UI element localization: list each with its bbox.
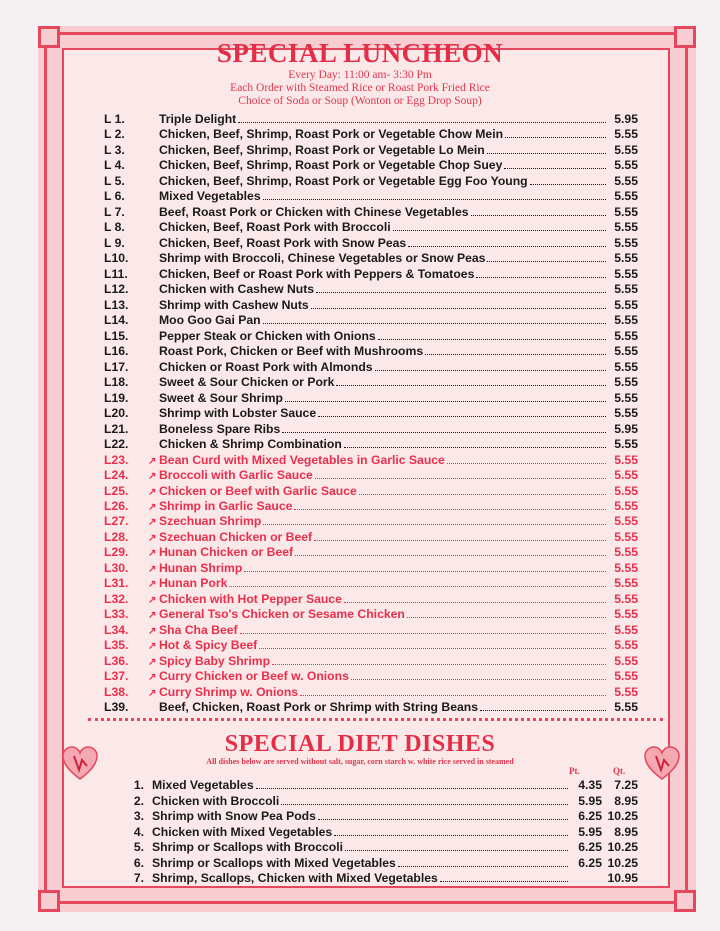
item-price: 5.55: [614, 375, 638, 390]
menu-item: [104, 530, 638, 546]
menu-item: [104, 267, 638, 283]
menu-item: [104, 391, 638, 407]
hot-spicy-icon: ↗: [148, 517, 157, 529]
diet-item: [104, 794, 638, 810]
hot-spicy-icon: ↗: [148, 687, 157, 699]
item-price: 5.55: [614, 266, 638, 281]
item-price: 5.55: [614, 235, 638, 250]
menu-item: [104, 112, 638, 128]
dot-leader: [407, 617, 606, 618]
diet-item: [104, 871, 638, 887]
dot-leader: [244, 571, 606, 572]
dot-leader: [316, 292, 606, 293]
corner-ornament: [38, 890, 60, 912]
item-price: 5.55: [614, 700, 638, 715]
diet-item-name: Chicken with Mixed Vegetables: [152, 824, 333, 839]
item-name: Hunan Shrimp: [159, 560, 243, 575]
hot-spicy-icon: ↗: [148, 641, 157, 653]
item-price: 5.55: [614, 545, 638, 560]
dot-leader: [471, 215, 606, 216]
item-name: Hunan Chicken or Beef: [159, 545, 294, 560]
hot-spicy-icon: ↗: [148, 579, 157, 591]
dot-leader: [530, 184, 606, 185]
pint-column-header: Pt.: [569, 766, 580, 776]
item-code: L20.: [104, 406, 129, 421]
dot-leader: [344, 447, 606, 448]
hot-spicy-icon: ↗: [148, 471, 157, 483]
item-name: Curry Shrimp w. Onions: [159, 684, 299, 699]
item-code: L13.: [104, 297, 129, 312]
dot-leader: [315, 478, 606, 479]
dot-leader: [318, 416, 606, 417]
dot-leader: [359, 494, 606, 495]
item-price: 5.55: [614, 173, 638, 188]
menu-item: [104, 236, 638, 252]
item-code: L30.: [104, 560, 129, 575]
menu-item: [104, 700, 638, 716]
item-price: 5.55: [614, 591, 638, 606]
item-name: Chicken or Roast Pork with Almonds: [159, 359, 373, 374]
item-code: L22.: [104, 437, 129, 452]
diet-item-number: 1.: [133, 778, 144, 792]
menu-item: [104, 437, 638, 453]
menu-item: [104, 592, 638, 608]
item-price: 5.55: [614, 359, 638, 374]
menu-item: [104, 453, 638, 469]
menu-item: [104, 607, 638, 623]
item-price: 5.55: [614, 204, 638, 219]
item-code: L 9.: [104, 235, 125, 250]
item-name: Triple Delight: [159, 112, 237, 126]
diet-item-pint-price: 6.25: [578, 840, 602, 854]
menu-item: [104, 344, 638, 360]
diet-item-quart-price: 10.25: [607, 840, 638, 854]
dot-leader: [480, 710, 606, 711]
item-name: Curry Chicken or Beef w. Onions: [159, 669, 349, 684]
diet-item-quart-price: 7.25: [614, 778, 638, 792]
item-name: Chicken, Beef or Roast Pork with Peppers & Tomatoes: [159, 266, 475, 281]
item-price: 5.55: [614, 576, 638, 591]
dot-leader: [351, 679, 606, 680]
item-code: L 3.: [104, 142, 125, 157]
item-name: Chicken, Beef, Shrimp, Roast Pork or Vegetable Chop Suey: [159, 158, 503, 173]
item-code: L24.: [104, 468, 129, 483]
item-code: L15.: [104, 328, 129, 343]
diet-item: [104, 840, 638, 856]
dot-leader: [476, 277, 606, 278]
menu-item: [104, 158, 638, 174]
menu-item: [104, 127, 638, 143]
diet-item-number: 7.: [133, 871, 144, 885]
item-code: L27.: [104, 514, 129, 529]
item-name: Chicken, Beef, Roast Pork with Snow Peas: [159, 235, 407, 250]
diet-item-quart-price: 10.25: [607, 809, 638, 823]
menu-item: [104, 422, 638, 438]
dot-leader: [336, 385, 606, 386]
luncheon-title: SPECIAL LUNCHEON: [216, 38, 504, 68]
diet-item-name: Shrimp with Snow Pea Pods: [152, 809, 316, 823]
item-code: L32.: [104, 591, 129, 606]
menu-item: [104, 375, 638, 391]
dot-leader: [393, 230, 606, 231]
item-name: Pepper Steak or Chicken with Onions: [159, 328, 376, 343]
item-price: 5.55: [614, 669, 638, 684]
item-name: Shrimp in Garlic Sauce: [159, 499, 293, 513]
diet-item-number: 2.: [133, 793, 144, 808]
menu-item: [104, 561, 638, 577]
diet-item: [104, 856, 638, 872]
item-name: Spicy Baby Shrimp: [159, 653, 271, 668]
item-price: 5.55: [614, 638, 638, 653]
hot-spicy-icon: ↗: [148, 486, 157, 498]
dot-leader: [447, 463, 606, 464]
item-code: L33.: [104, 607, 129, 622]
dot-leader: [285, 401, 606, 402]
item-code: L 8.: [104, 220, 125, 235]
menu-item: [104, 484, 638, 500]
item-price: 5.55: [614, 297, 638, 312]
item-price: 5.55: [614, 607, 638, 622]
hot-spicy-icon: ↗: [148, 563, 157, 575]
dot-leader: [318, 819, 568, 820]
menu-item: [104, 468, 638, 484]
diet-item-quart-price: 10.25: [607, 855, 638, 870]
item-name: Chicken, Beef, Roast Pork with Broccoli: [159, 220, 391, 235]
item-price: 5.55: [614, 468, 638, 483]
item-name: Szechuan Chicken or Beef: [159, 529, 313, 544]
menu-item: [104, 685, 638, 701]
item-name: Chicken with Hot Pepper Sauce: [159, 591, 342, 606]
dot-leader: [256, 788, 568, 789]
diet-item-quart-price: 10.95: [607, 871, 638, 885]
item-price: 5.95: [614, 421, 638, 436]
diet-item-pint-price: 4.35: [578, 778, 602, 792]
hot-spicy-icon: ↗: [148, 656, 157, 668]
diet-item: [104, 778, 638, 794]
dot-leader: [375, 370, 606, 371]
item-price: 5.55: [614, 622, 638, 637]
menu-item: [104, 329, 638, 345]
item-code: L 5.: [104, 173, 125, 188]
diet-title: SPECIAL DIET DISHES: [224, 731, 496, 757]
item-price: 5.55: [614, 390, 638, 405]
item-code: L37.: [104, 669, 129, 684]
dot-leader: [504, 168, 606, 169]
diet-item-number: 4.: [133, 824, 144, 839]
item-name: Hunan Pork: [159, 576, 228, 591]
item-code: L 2.: [104, 127, 125, 142]
hot-spicy-icon: ↗: [148, 625, 157, 637]
luncheon-includes: Each Order with Steamed Rice or Roast Pork Fried Rice: [230, 82, 490, 94]
dot-leader: [311, 308, 606, 309]
menu-item: [104, 360, 638, 376]
hot-spicy-icon: ↗: [148, 672, 157, 684]
diet-item-name: Chicken with Broccoli: [152, 793, 280, 808]
item-name: Beef, Chicken, Roast Pork or Shrimp with String Beans: [159, 700, 478, 715]
diet-item-quart-price: 8.95: [614, 824, 638, 839]
dot-leader: [240, 633, 606, 634]
dot-leader: [295, 555, 606, 556]
diet-item-quart-price: 8.95: [614, 793, 638, 808]
menu-item: [104, 313, 638, 329]
hot-spicy-icon: ↗: [148, 610, 157, 622]
dot-leader: [314, 540, 606, 541]
item-price: 5.55: [614, 406, 638, 421]
menu-item: [104, 406, 638, 422]
dot-leader: [238, 122, 606, 123]
item-name: Chicken, Beef, Shrimp, Roast Pork or Vegetable Lo Mein: [159, 142, 485, 157]
menu-item: [104, 282, 638, 298]
dot-leader: [334, 835, 568, 836]
diet-item: [104, 825, 638, 841]
dot-leader: [300, 695, 606, 696]
dot-leader: [378, 339, 606, 340]
item-price: 5.55: [614, 282, 638, 297]
item-name: Moo Goo Gai Pan: [159, 313, 261, 328]
item-name: Sweet & Sour Shrimp: [159, 390, 283, 405]
item-code: L19.: [104, 390, 129, 405]
item-price: 5.55: [614, 483, 638, 498]
section-divider: [88, 718, 663, 721]
item-price: 5.55: [614, 189, 638, 204]
hot-spicy-icon: ↗: [148, 548, 157, 560]
item-name: Mixed Vegetables: [159, 189, 261, 204]
menu-item: [104, 251, 638, 267]
item-price: 5.55: [614, 437, 638, 452]
item-price: 5.55: [614, 653, 638, 668]
menu-item: [104, 576, 638, 592]
menu-item: [104, 143, 638, 159]
item-code: L29.: [104, 545, 129, 560]
item-name: Chicken & Shrimp Combination: [159, 437, 342, 452]
menu-item: [104, 220, 638, 236]
dot-leader: [281, 804, 568, 805]
menu-item: [104, 174, 638, 190]
item-code: L23.: [104, 452, 129, 467]
item-code: L25.: [104, 483, 129, 498]
diet-item-name: Shrimp or Scallops with Mixed Vegetables: [152, 855, 396, 870]
menu-item: [104, 545, 638, 561]
diet-item-pint-price: 5.95: [578, 824, 602, 839]
luncheon-choice: Choice of Soda or Soup (Wonton or Egg Drop Soup): [238, 95, 482, 107]
item-price: 5.55: [614, 529, 638, 544]
item-name: Chicken, Beef, Shrimp, Roast Pork or Vegetable Chow Mein: [159, 127, 504, 142]
diet-note: All dishes below are served without salt, sugar, corn starch w. white rice served in steamed: [206, 757, 514, 766]
dot-leader: [229, 586, 606, 587]
diet-item-pint-price: 6.25: [578, 809, 602, 823]
dot-leader: [272, 664, 606, 665]
item-code: L10.: [104, 251, 129, 266]
item-code: L 4.: [104, 158, 125, 173]
item-name: Shrimp with Broccoli, Chinese Vegetables or Snow Peas: [159, 251, 486, 266]
dot-leader: [263, 199, 606, 200]
item-price: 5.55: [614, 499, 638, 513]
item-code: L17.: [104, 359, 129, 374]
item-name: Chicken with Cashew Nuts: [159, 282, 315, 297]
item-name: Broccoli with Garlic Sauce: [159, 468, 313, 483]
item-name: Shrimp with Lobster Sauce: [159, 406, 317, 421]
menu-item: [104, 499, 638, 515]
item-name: Roast Pork, Chicken or Beef with Mushrooms: [159, 344, 424, 359]
item-price: 5.55: [614, 684, 638, 699]
item-price: 5.55: [614, 127, 638, 142]
item-code: L35.: [104, 638, 129, 653]
item-code: L31.: [104, 576, 129, 591]
menu-item: [104, 654, 638, 670]
item-code: L26.: [104, 499, 129, 513]
dot-leader: [263, 323, 606, 324]
item-name: Shrimp with Cashew Nuts: [159, 297, 309, 312]
item-name: Szechuan Shrimp: [159, 514, 262, 529]
dot-leader: [487, 153, 606, 154]
item-price: 5.55: [614, 220, 638, 235]
item-name: Boneless Spare Ribs: [159, 421, 281, 436]
item-price: 5.95: [614, 112, 638, 126]
item-name: General Tso's Chicken or Sesame Chicken: [159, 607, 405, 622]
menu-item: [104, 298, 638, 314]
item-name: Chicken or Beef with Garlic Sauce: [159, 483, 357, 498]
hot-spicy-icon: ↗: [148, 532, 157, 544]
item-name: Bean Curd with Mixed Vegetables in Garlic Sauce: [159, 452, 445, 467]
dot-leader: [408, 246, 606, 247]
diet-item-name: Mixed Vegetables: [152, 778, 254, 792]
menu-item: [104, 638, 638, 654]
menu-item: [104, 623, 638, 639]
item-code: L12.: [104, 282, 129, 297]
item-price: 5.55: [614, 158, 638, 173]
item-code: L16.: [104, 344, 129, 359]
item-code: L36.: [104, 653, 129, 668]
diet-item-number: 6.: [133, 855, 144, 870]
item-code: L39.: [104, 700, 129, 715]
dot-leader: [440, 881, 568, 882]
corner-ornament: [674, 890, 696, 912]
menu-item: [104, 514, 638, 530]
item-price: 5.55: [614, 514, 638, 529]
diet-item-name: Shrimp or Scallops with Broccoli: [152, 840, 343, 854]
dot-leader: [263, 524, 606, 525]
item-code: L14.: [104, 313, 129, 328]
item-code: L21.: [104, 421, 129, 436]
item-code: L28.: [104, 529, 129, 544]
item-price: 5.55: [614, 142, 638, 157]
menu-item: [104, 669, 638, 685]
item-price: 5.55: [614, 328, 638, 343]
item-name: Sweet & Sour Chicken or Pork: [159, 375, 335, 390]
dot-leader: [345, 850, 568, 851]
item-code: L38.: [104, 684, 129, 699]
item-price: 5.55: [614, 251, 638, 266]
hot-spicy-icon: ↗: [148, 502, 157, 513]
item-name: Sha Cha Beef: [159, 622, 238, 637]
hot-spicy-icon: ↗: [148, 594, 157, 606]
menu-item: [104, 189, 638, 205]
quart-column-header: Qt.: [613, 766, 626, 776]
diet-item-number: 5.: [133, 840, 144, 854]
dot-leader: [505, 137, 606, 138]
item-code: L 7.: [104, 204, 125, 219]
item-price: 5.55: [614, 344, 638, 359]
hot-spicy-icon: ↗: [148, 455, 157, 467]
dot-leader: [282, 432, 606, 433]
item-code: L 6.: [104, 189, 125, 204]
dot-leader: [294, 509, 606, 510]
dot-leader: [425, 354, 606, 355]
diet-item: [104, 809, 638, 825]
item-price: 5.55: [614, 313, 638, 328]
item-code: L18.: [104, 375, 129, 390]
item-price: 5.55: [614, 560, 638, 575]
diet-item-pint-price: 5.95: [578, 793, 602, 808]
item-price: 5.55: [614, 452, 638, 467]
dot-leader: [259, 648, 606, 649]
item-code: L 1.: [104, 112, 125, 126]
diet-item-number: 3.: [133, 809, 144, 823]
item-name: Chicken, Beef, Shrimp, Roast Pork or Vegetable Egg Foo Young: [159, 173, 528, 188]
item-code: L34.: [104, 622, 129, 637]
diet-item-pint-price: 6.25: [578, 855, 602, 870]
item-code: L11.: [104, 266, 128, 281]
item-name: Beef, Roast Pork or Chicken with Chinese Vegetables: [159, 204, 469, 219]
dot-leader: [398, 866, 568, 867]
menu-item: [104, 205, 638, 221]
dot-leader: [344, 602, 606, 603]
dot-leader: [487, 261, 606, 262]
luncheon-hours: Every Day: 11:00 am- 3:30 Pm: [288, 69, 432, 81]
item-name: Hot & Spicy Beef: [159, 638, 258, 653]
diet-item-name: Shrimp, Scallops, Chicken with Mixed Vegetables: [152, 871, 438, 885]
